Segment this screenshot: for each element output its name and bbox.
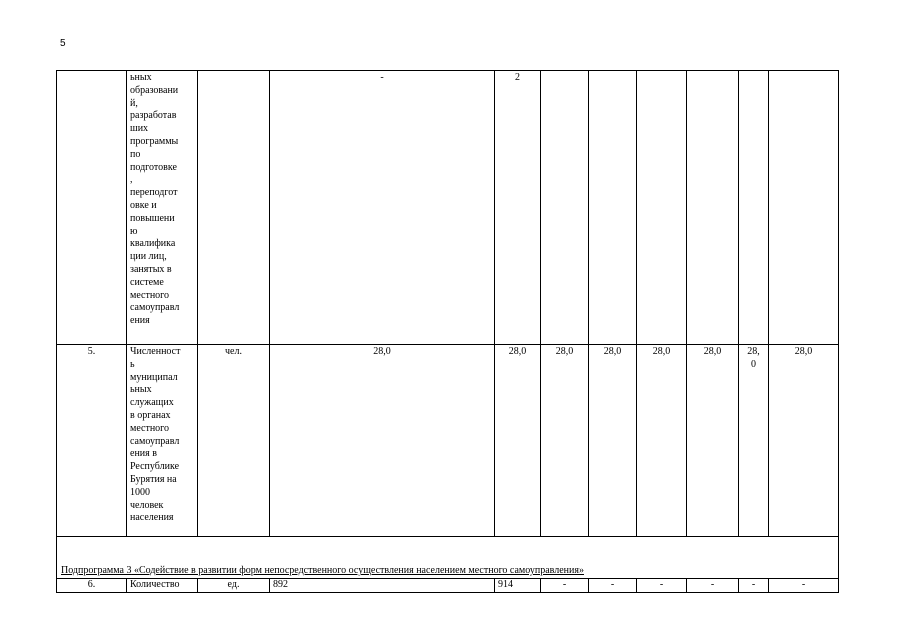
base-value-cell: -	[270, 71, 495, 345]
value-cell	[739, 71, 769, 345]
value-cell	[589, 71, 637, 345]
name-line: программы	[130, 135, 179, 147]
value-cell	[769, 71, 839, 345]
name-line: по	[130, 148, 141, 160]
value-line: 28,	[747, 346, 760, 357]
name-line: муниципал	[130, 371, 178, 383]
name-line: ь	[130, 358, 135, 370]
unit-cell: ед.	[198, 579, 270, 593]
table-row	[57, 71, 839, 345]
name-line: самоуправл	[130, 435, 180, 447]
name-line: овке и	[130, 199, 157, 211]
name-line: населения	[130, 512, 174, 524]
value-line: 0	[751, 358, 756, 370]
indicator-name-cell	[127, 345, 198, 537]
name-line: й,	[130, 97, 138, 109]
subprogram-row	[57, 537, 839, 579]
value-cell: 28,0	[769, 345, 839, 537]
name-line: 1000	[130, 486, 150, 498]
name-line: в органах	[130, 409, 171, 421]
value-cell: 2	[495, 71, 541, 345]
name-line: подготовке	[130, 161, 177, 173]
indicators-table	[56, 70, 839, 593]
base-value-cell: 28,0	[270, 345, 495, 537]
row-number-cell: 5.	[57, 345, 127, 537]
subprogram-title: «Содействие в развитии форм непосредственного осуществления населением местного самоуправления»	[131, 565, 584, 577]
value-cell	[687, 71, 739, 345]
name-line: ения	[130, 315, 150, 327]
row-number-cell	[57, 71, 127, 345]
name-line: ю	[130, 225, 138, 237]
name-line: служащих	[130, 397, 174, 409]
name-line: занятых в	[130, 263, 172, 275]
name-line: Бурятия на	[130, 473, 177, 485]
base-value-cell: 892	[270, 579, 495, 593]
value-cell: -	[739, 579, 769, 593]
value-cell: 914	[495, 579, 541, 593]
name-line: ьных	[130, 384, 152, 396]
subprogram-heading-cell	[57, 537, 839, 579]
page-number: 5	[60, 38, 66, 49]
name-line: Республике	[130, 461, 180, 473]
name-line: системе	[130, 276, 164, 288]
name-line: местного	[130, 289, 170, 301]
value-cell: -	[769, 579, 839, 593]
value-cell	[637, 71, 687, 345]
name-line: повышени	[130, 212, 175, 224]
value-cell: -	[637, 579, 687, 593]
unit-cell	[198, 71, 270, 345]
value-cell: 28,0	[495, 345, 541, 537]
value-cell	[541, 71, 589, 345]
value-cell: 28,0	[589, 345, 637, 537]
value-cell: -	[687, 579, 739, 593]
value-cell: -	[541, 579, 589, 593]
name-line: ции лиц,	[130, 251, 167, 263]
value-cell: -	[589, 579, 637, 593]
value-cell: 28,0	[637, 345, 687, 537]
name-line: ьных	[130, 72, 152, 83]
value-cell: 28,0	[687, 345, 739, 537]
name-line: образовани	[130, 84, 179, 96]
name-line: разработав	[130, 110, 177, 122]
table-row	[57, 345, 839, 537]
value-cell	[739, 345, 769, 537]
name-line: ения в	[130, 448, 157, 460]
name-line: квалифика	[130, 238, 176, 250]
name-line: самоуправл	[130, 302, 180, 314]
name-line: ших	[130, 123, 149, 135]
name-line: местного	[130, 422, 170, 434]
name-line: человек	[130, 499, 164, 511]
row-number-cell: 6.	[57, 579, 127, 593]
indicator-name-cell	[127, 71, 198, 345]
indicator-name-cell: Количество	[127, 579, 198, 593]
subprogram-prefix: Подпрограмма 3	[61, 565, 132, 577]
name-line: переподгот	[130, 187, 178, 199]
table-row	[57, 579, 839, 593]
name-line: ,	[130, 174, 133, 186]
name-line: Численност	[130, 346, 181, 357]
unit-cell: чел.	[198, 345, 270, 537]
value-cell: 28,0	[541, 345, 589, 537]
